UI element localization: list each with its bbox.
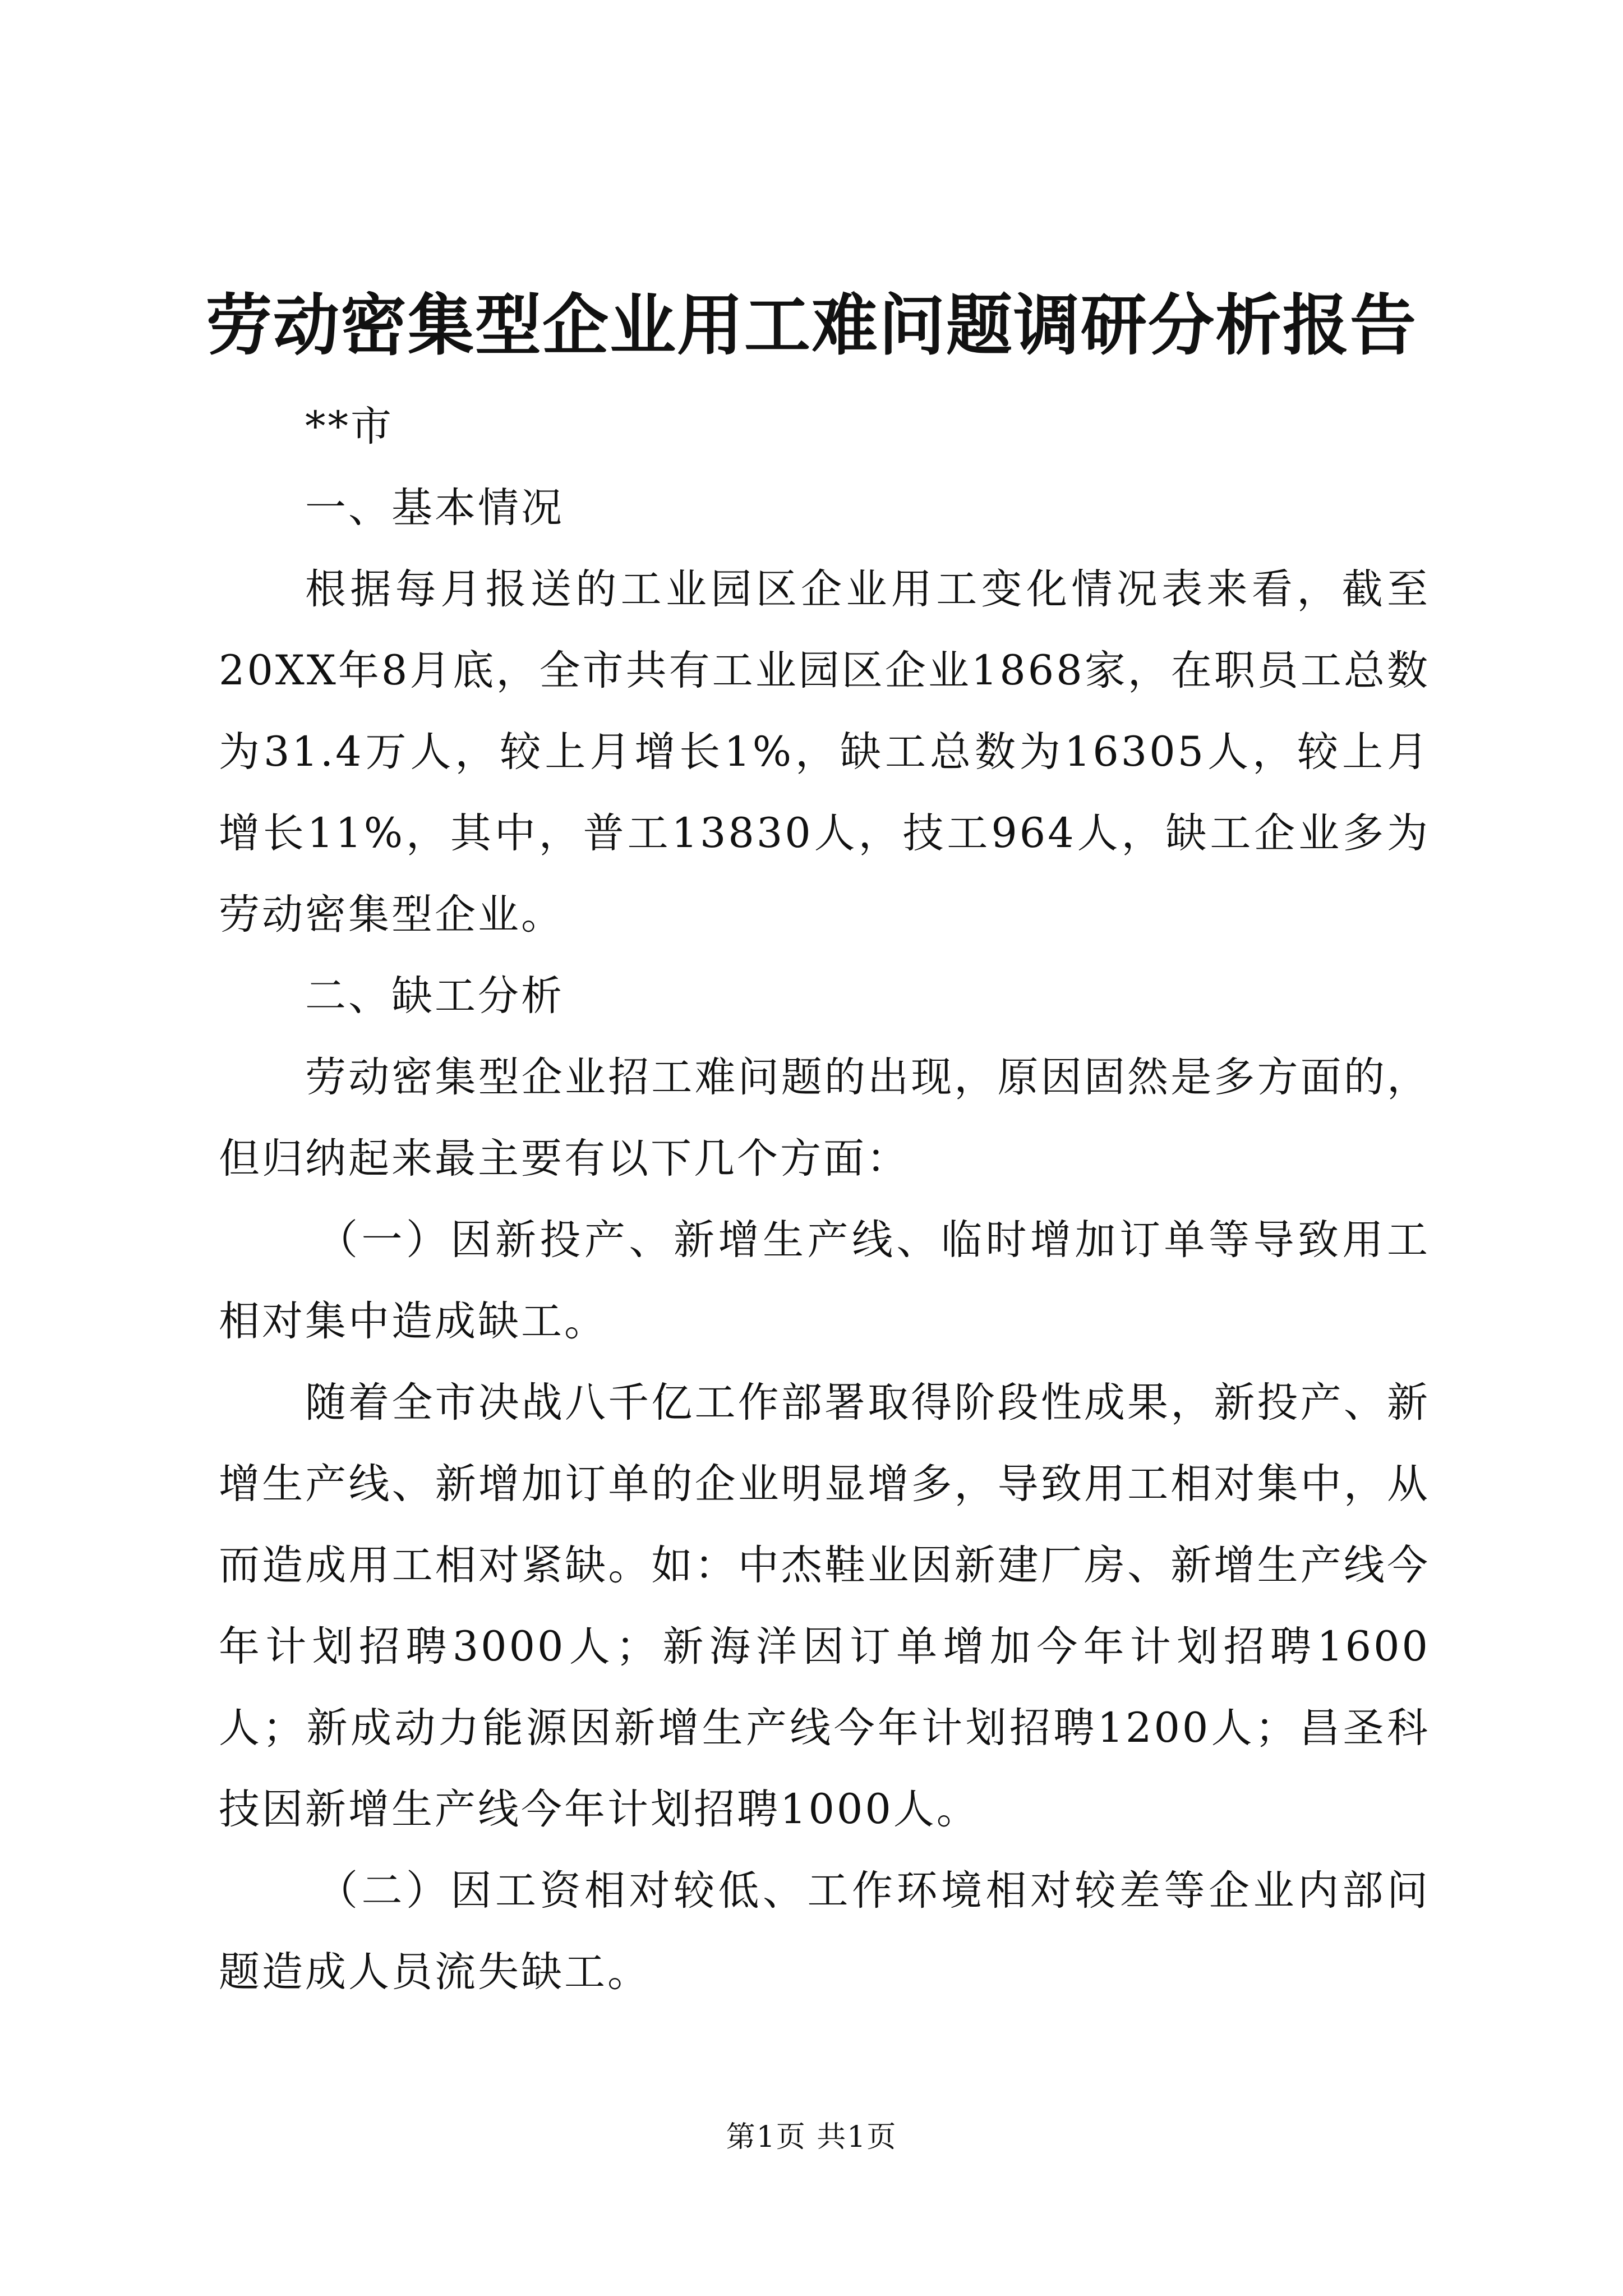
section-heading-shortage-analysis: 二、缺工分析: [305, 972, 564, 1020]
document-body: [219, 386, 1430, 2013]
body-paragraph-cause-one: 随着全市决战八千亿工作部署取得阶段性成果，新投产、新增生产线、新增加订单的企业明显增多，导致用工相对集中，从而造成用工相对紧缺。如：中杰鞋业因新建厂房、新增生产线今年计划招聘3000人；新海洋因订单增加今年计划招聘1600人；新成动力能源因新增生产线今年计划招聘1200人；昌圣科技因新增生产线今年计划招聘1000人。: [219, 1379, 1430, 1833]
page-footer: 第1页 共1页: [726, 2120, 897, 2154]
sub-heading-cause-one: （一）因新投产、新增生产线、临时增加订单等导致用工相对集中造成缺工。: [219, 1216, 1430, 1345]
document-title: 劳动密集型企业用工难问题调研分析报告: [205, 286, 1417, 364]
author-line: **市: [305, 403, 394, 450]
sub-heading-cause-two: （二）因工资相对较低、工作环境相对较差等企业内部问题造成人员流失缺工。: [219, 1867, 1430, 1996]
section-heading-basic-situation: 一、基本情况: [305, 484, 564, 532]
body-paragraph-basic-situation: 根据每月报送的工业园区企业用工变化情况表来看，截至20XX年8月底，全市共有工业园区企业1868家，在职员工总数为31.4万人，较上月增长1%，缺工总数为16305人，较上月增长11%，其中，普工13830人，技工964人，缺工企业多为劳动密集型企业。: [219, 565, 1430, 938]
body-paragraph-causes-intro: 劳动密集型企业招工难问题的出现，原因固然是多方面的，但归纳起来最主要有以下几个方面：: [219, 1053, 1430, 1182]
